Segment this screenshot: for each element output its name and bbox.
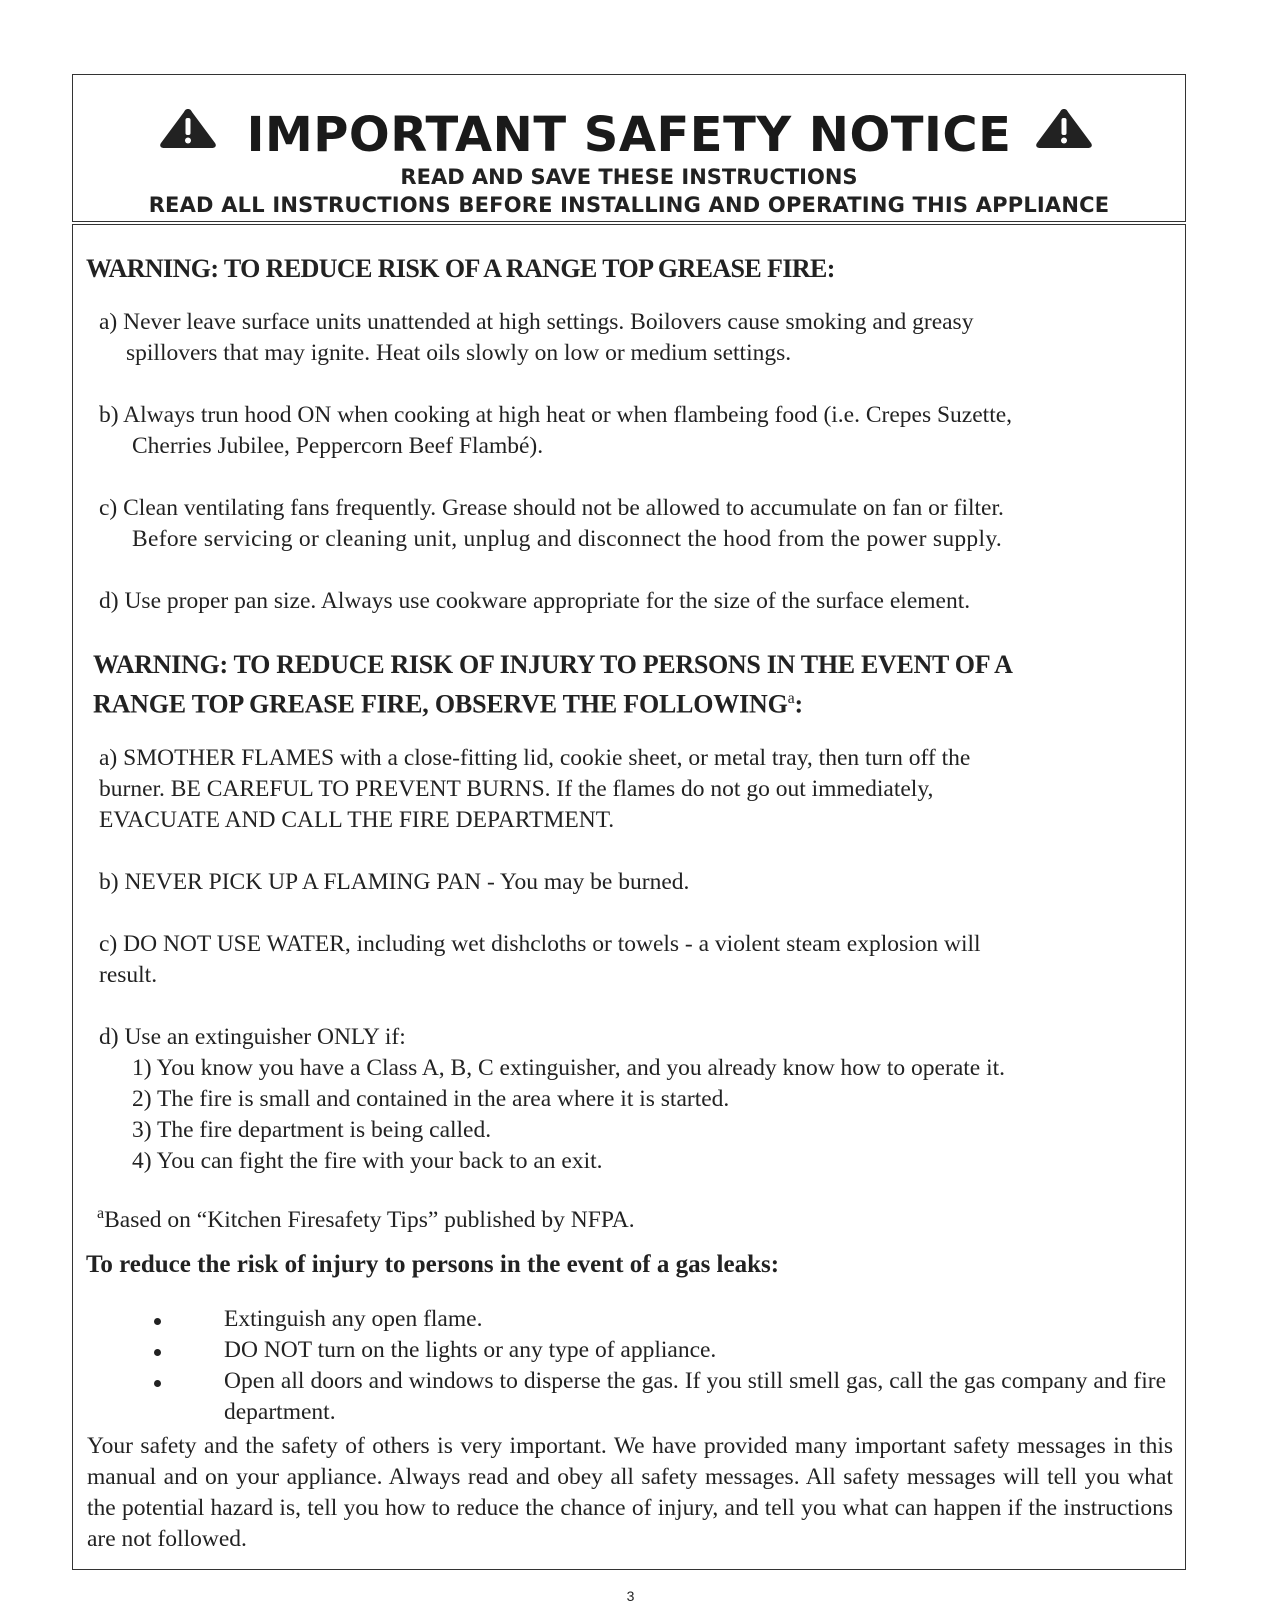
bullet-icon: [154, 1380, 161, 1387]
item-a-line: burner. BE CAREFUL TO PREVENT BURNS. If the flames do not go out immediately,: [99, 776, 934, 802]
injury-warning-heading: WARNING: TO REDUCE RISK OF INJURY TO PERSONS IN THE EVENT OF A: [93, 650, 1013, 679]
bullet-icon: [154, 1318, 161, 1325]
title-row: [73, 107, 1185, 169]
item-c-line: c) DO NOT USE WATER, including wet dishcloths or towels - a violent steam explosion will: [99, 931, 981, 957]
list-item: DO NOT turn on the lights or any type of appliance.: [224, 1337, 717, 1363]
subtitle-read-all: READ ALL INSTRUCTIONS BEFORE INSTALLING AND OPERATING THIS APPLIANCE: [148, 193, 1110, 217]
item-c-line: result.: [99, 962, 158, 988]
bullet-icon: [154, 1349, 161, 1356]
item-d-line: d) Use an extinguisher ONLY if:: [99, 1024, 406, 1050]
item-d-line: d) Use proper pan size. Always use cookware appropriate for the size of the surface element.: [99, 588, 971, 614]
warning-triangle-icon: [1033, 107, 1095, 149]
injury-warning-heading: RANGE TOP GREASE FIRE, OBSERVE THE FOLLOWING$^a$:: [93, 689, 803, 719]
item-a-line: a) Never leave surface units unattended at high settings. Boilovers cause smoking and greasy: [99, 309, 974, 335]
item-a-line: a) SMOTHER FLAMES with a close-fitting lid, cookie sheet, or metal tray, then turn off the: [99, 745, 971, 771]
footnote-marker: a: [787, 690, 795, 707]
list-item: 3) The fire department is being called.: [132, 1117, 492, 1143]
item-b-line: b) NEVER PICK UP A FLAMING PAN - You may be burned.: [99, 869, 690, 895]
item-b-line: Cherries Jubilee, Peppercorn Beef Flambé).: [132, 433, 544, 459]
grease-fire-warning-heading: WARNING: TO REDUCE RISK OF A RANGE TOP GREASE FIRE:: [86, 254, 835, 283]
safety-notice-header: [72, 74, 1186, 222]
page-title: IMPORTANT SAFETY NOTICE: [246, 107, 1012, 163]
list-item: 1) You know you have a Class A, B, C extinguisher, and you already know how to operate it.: [132, 1055, 1006, 1081]
subtitle-read-save: READ AND SAVE THESE INSTRUCTIONS: [400, 165, 858, 189]
list-item: 2) The fire is small and contained in the area where it is started.: [132, 1086, 730, 1112]
gas-leak-heading: To reduce the risk of injury to persons in the event of a gas leaks:: [86, 1251, 780, 1278]
footnote: $^a$Based on “Kitchen Firesafety Tips” published by NFPA.: [97, 1205, 635, 1233]
closing-paragraph: Your safety and the safety of others is very important. We have provided many important safety messages in this manual and on your appliance. Always read and obey all safety messages. All safety messages will tell you what the potential hazard is, tell you how to reduce the chance of injury, and tell you what can happen if the instructions are not followed.: [87, 1433, 1173, 1552]
list-item: 4) You can fight the fire with your back to an exit.: [132, 1148, 603, 1174]
list-item: Extinguish any open flame.: [224, 1306, 483, 1332]
item-b-line: b) Always trun hood ON when cooking at high heat or when flambeing food (i.e. Crepes Suzette,: [99, 402, 1013, 428]
item-c-line: c) Clean ventilating fans frequently. Grease should not be allowed to accumulate on fan or filter.: [99, 495, 1004, 521]
item-c-line: Before servicing or cleaning unit, unplug and disconnect the hood from the power supply.: [132, 526, 1003, 552]
item-a-line: spillovers that may ignite. Heat oils slowly on low or medium settings.: [126, 340, 792, 366]
item-a-line: EVACUATE AND CALL THE FIRE DEPARTMENT.: [99, 807, 615, 833]
page-number: 3: [626, 1588, 635, 1604]
list-item: Open all doors and windows to disperse the gas. If you still smell gas, call the gas company and fire department.: [224, 1368, 1166, 1425]
